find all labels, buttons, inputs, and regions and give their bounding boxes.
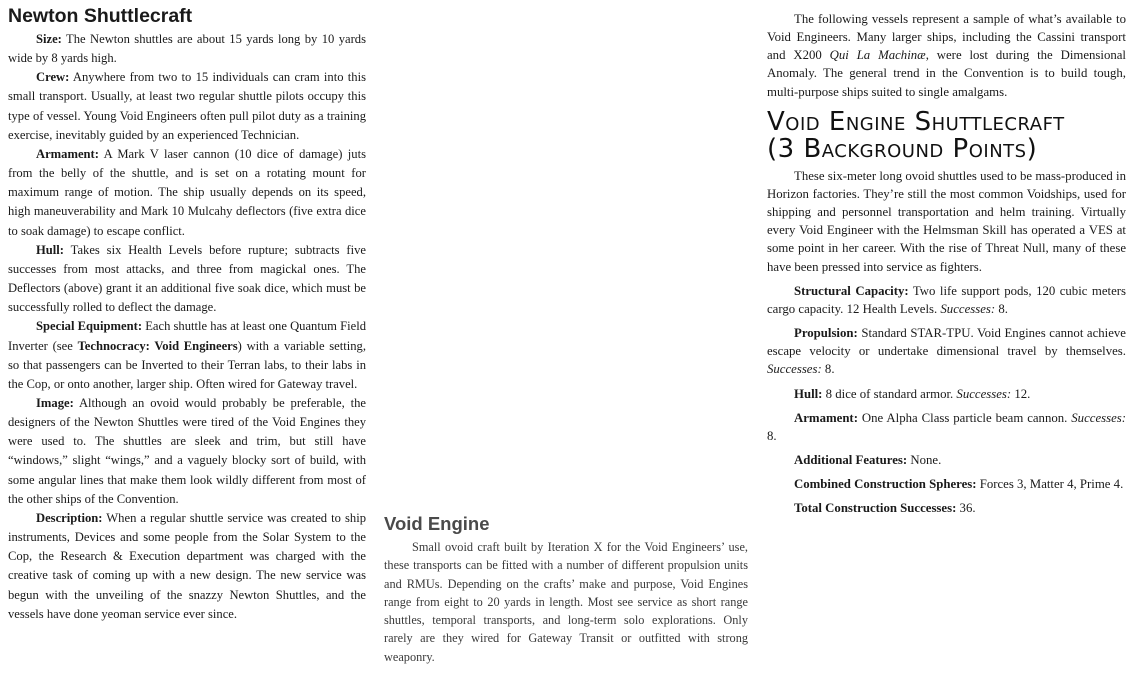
description-text: When a regular shuttle service was created to ship instruments, Devices and some people from the Solar System to the Cop, the Research & Execution department was charged with the creative task of coming up with a new design. The new service was begun with the unveiling of the snazzy Newton Shuttles, and the vessels have done yeoman service ever since. <box>8 510 366 621</box>
structural-capacity-value: 8. <box>995 301 1008 316</box>
right-armament-text: One Alpha Class particle beam cannon. <box>857 410 1072 425</box>
special-equipment-text-b: ) with a variable setting, so that passengers can be Inverted to their Terran labs, to their labs in the Cop, or onto another, larger ship. Often wired for Gateway travel. <box>8 338 366 391</box>
title-line-2: (3 Background Points) <box>767 133 1038 164</box>
additional-features-text: None. <box>907 452 942 467</box>
void-engine-shuttlecraft-column <box>767 10 1126 517</box>
successes-label: Successes: <box>1071 410 1126 425</box>
right-hull-value: 12. <box>1011 386 1031 401</box>
crew-text: Anywhere from two to 15 individuals can cram into this small transport. Usually, at least two regular shuttle pilots occupy this type of vessel. Young Void Engineers often pull pilot duty as a training exercise, inevitably guided by an experienced Technician. <box>8 70 366 142</box>
armament-label: Armament: <box>36 146 99 161</box>
right-hull-label: Hull: <box>794 386 823 401</box>
successes-label: Successes: <box>767 362 822 377</box>
total-successes-text: 36. <box>956 501 976 516</box>
newton-heading: Newton Shuttlecraft <box>8 5 193 27</box>
shuttlecraft-title <box>767 106 1126 164</box>
size-entry <box>8 30 366 68</box>
construction-spheres-text: Forces 3, Matter 4, Prime 4. <box>976 477 1124 492</box>
construction-spheres-label: Combined Construction Spheres: <box>794 477 977 492</box>
intro-text-b: , were lost during the Dimensional Anomaly. The general trend in the Convention is to build tough, multi-purpose ships suited to single amalgams. <box>767 48 1126 99</box>
propulsion-text: Standard STAR-TPU. Void Engines cannot achieve escape velocity or undertake dimensional travel by themselves. <box>767 326 1126 359</box>
void-engine-heading: Void Engine <box>384 513 490 534</box>
hull-label: Hull: <box>36 242 64 257</box>
void-engine-text: Small ovoid craft built by Iteration X for the Void Engineers’ use, these transports can be fitted with a number of different propulsion units and RMUs. Depending on the crafts’ make and purpose, Void Engines range from eight to 20 yards in length. Most see service as short range shuttles, temporal transports, and long-term solo explorations. Only rarely are they wired for Gateway Transit or outfitted with strong weaponry. <box>384 540 748 664</box>
hull-entry <box>8 241 366 318</box>
construction-spheres-entry <box>767 475 1126 493</box>
additional-features-label: Additional Features: <box>794 452 908 467</box>
structural-capacity-label: Structural Capacity: <box>794 283 909 298</box>
technocracy-reference: Technocracy: Void Engineers <box>77 338 238 353</box>
void-engine-sidebar <box>384 512 748 666</box>
image-text: Although an ovoid would probably be preferable, the designers of the Newton Shuttles were tired of the Void Engines they were used to. The shuttles are sleek and trim, but still have “windows,” slight “wings,” and a vaguely blocky sort of build, with some angular lines that make them look wildly different from most of the other ships of the Convention. <box>8 395 366 506</box>
structural-capacity-text: Two life support pods, 120 cubic meters cargo capacity. 12 Health Levels. <box>767 283 1126 316</box>
special-equipment-label: Special Equipment: <box>36 319 143 334</box>
description-entry <box>8 509 366 624</box>
description-label: Description: <box>36 510 103 525</box>
additional-features-entry <box>767 451 1126 469</box>
intro-text-a: The following vessels represent a sample of what’s available to Void Engineers. Many larger ships, including the Cassini transport and X200 <box>767 12 1126 63</box>
right-hull-text: 8 dice of standard armor. <box>822 386 957 401</box>
armament-text: A Mark V laser cannon (10 dice of damage) juts from the belly of the shuttle, and is set on a rotating mount for maximum range of motion. The ship usually depends on its speed, high maneuverability and Mark 10 Mulcahy deflectors (five extra dice to soak damage) to escape conflict. <box>8 146 366 238</box>
hull-text: Takes six Health Levels before rupture; subtracts five successes from most attacks, and three from magickal ones. The Deflectors (above) grant it an additional five soak dice, which must be successfully rolled to deflect the damage. <box>8 242 366 315</box>
right-armament-entry <box>767 409 1126 445</box>
armament-entry <box>8 145 366 241</box>
right-armament-value: 8. <box>767 428 777 443</box>
right-armament-label: Armament: <box>794 410 858 425</box>
intro-ship-name: Qui La Machinæ <box>829 48 926 63</box>
structural-capacity-entry <box>767 282 1126 318</box>
total-successes-label: Total Construction Successes: <box>794 501 957 516</box>
propulsion-label: Propulsion: <box>794 326 858 341</box>
special-equipment-entry <box>8 317 366 394</box>
propulsion-entry <box>767 324 1126 378</box>
newton-shuttlecraft-column <box>8 4 366 624</box>
image-entry <box>8 394 366 509</box>
special-equipment-text-a: Each shuttle has at least one Quantum Field Inverter (see <box>8 319 366 353</box>
title-line-1: Void Engine Shuttlecraft <box>767 106 1065 137</box>
successes-label: Successes: <box>956 386 1012 401</box>
shuttlecraft-body: These six-meter long ovoid shuttles used to be mass-produced in Horizon factories. They’re still the most common Voidships, used for shipping and personnel transportation and helm training. Virtually every Void Engineer with the Helmsman Skill has operated a VES at some point in her career. With the rise of Threat Null, many of these have been pressed into service as fighters. <box>767 168 1126 274</box>
total-successes-entry <box>767 499 1126 517</box>
right-hull-entry <box>767 385 1126 403</box>
size-label: Size: <box>36 32 62 46</box>
intro-paragraph <box>767 10 1126 101</box>
successes-label: Successes: <box>940 301 996 316</box>
crew-label: Crew: <box>36 70 70 85</box>
propulsion-value: 8. <box>821 362 835 377</box>
image-label: Image: <box>36 395 74 410</box>
size-text: The Newton shuttles are about 15 yards long by 10 yards wide by 8 yards high. <box>8 32 366 66</box>
crew-entry <box>8 68 366 145</box>
